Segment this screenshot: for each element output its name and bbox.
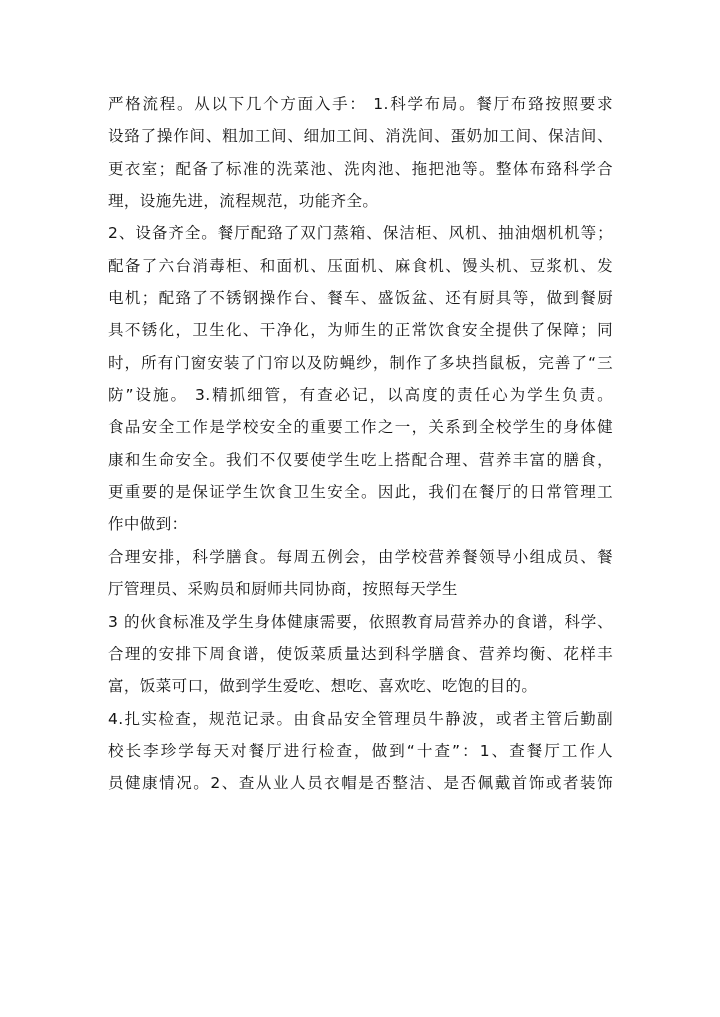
text-line: 员健康情况。2、查从业人员衣帽是否整洁、是否佩戴首饰或者装饰 <box>108 774 613 793</box>
text-line: 更衣室；配备了标准的洗菜池、洗肉池、拖把池等。整体布臵科学合 <box>108 159 613 178</box>
text-line: 具不锈化，卫生化、干净化，为师生的正常饮食安全提供了保障；同 <box>108 321 613 340</box>
text-line: 配备了六台消毒柜、和面机、压面机、麻食机、馒头机、豆浆机、发 <box>108 256 613 275</box>
text-line: 2、设备齐全。餐厅配臵了双门蒸箱、保洁柜、风机、抽油烟机机等； <box>108 224 613 243</box>
text-line: 康和生命安全。我们不仅要使学生吃上搭配合理、营养丰富的膳食， <box>108 450 613 469</box>
text-line: 厅管理员、采购员和厨师共同协商，按照每天学生 <box>108 580 458 599</box>
text-line: 合理的安排下周食谱，使饭菜质量达到科学膳食、营养均衡、花样丰 <box>108 644 613 663</box>
text-line: 时，所有门窗安装了门帘以及防蝇纱，制作了多块挡鼠板，完善了“三 <box>108 353 613 372</box>
text-line: 校长李珍学每天对餐厅进行检查，做到“十查”：1、查餐厅工作人 <box>108 741 613 760</box>
text-line: 富，饭菜可口，做到学生爱吃、想吃、喜欢吃、吃饱的目的。 <box>108 677 538 696</box>
text-line: 严格流程。从以下几个方面入手： 1.科学布局。餐厅布臵按照要求 <box>108 95 613 113</box>
text-line: 更重要的是保证学生饮食卫生安全。因此，我们在餐厅的日常管理工 <box>108 483 613 502</box>
body-text <box>108 88 613 800</box>
text-line: 电机；配臵了不锈钢操作台、餐车、盛饭盆、还有厨具等，做到餐厨 <box>108 289 613 308</box>
text-line: 理，设施先进，流程规范，功能齐全。 <box>108 192 379 211</box>
text-line: 食品安全工作是学校安全的重要工作之一，关系到全校学生的身体健 <box>108 418 613 437</box>
text-line: 3 的伙食标准及学生身体健康需要，依照教育局营养办的食谱，科学、 <box>108 612 613 631</box>
text-line: 防”设施。 3.精抓细管，有查必记，以高度的责任心为学生负责。 <box>108 386 613 405</box>
text-line: 作中做到： <box>108 515 188 534</box>
text-line: 4.扎实检查，规范记录。由食品安全管理员牛静波，或者主管后勤副 <box>108 709 613 728</box>
text-line: 设臵了操作间、粗加工间、细加工间、消洗间、蛋奶加工间、保洁间、 <box>108 127 613 146</box>
text-line: 合理安排，科学膳食。每周五例会，由学校营养餐领导小组成员、餐 <box>108 547 613 566</box>
